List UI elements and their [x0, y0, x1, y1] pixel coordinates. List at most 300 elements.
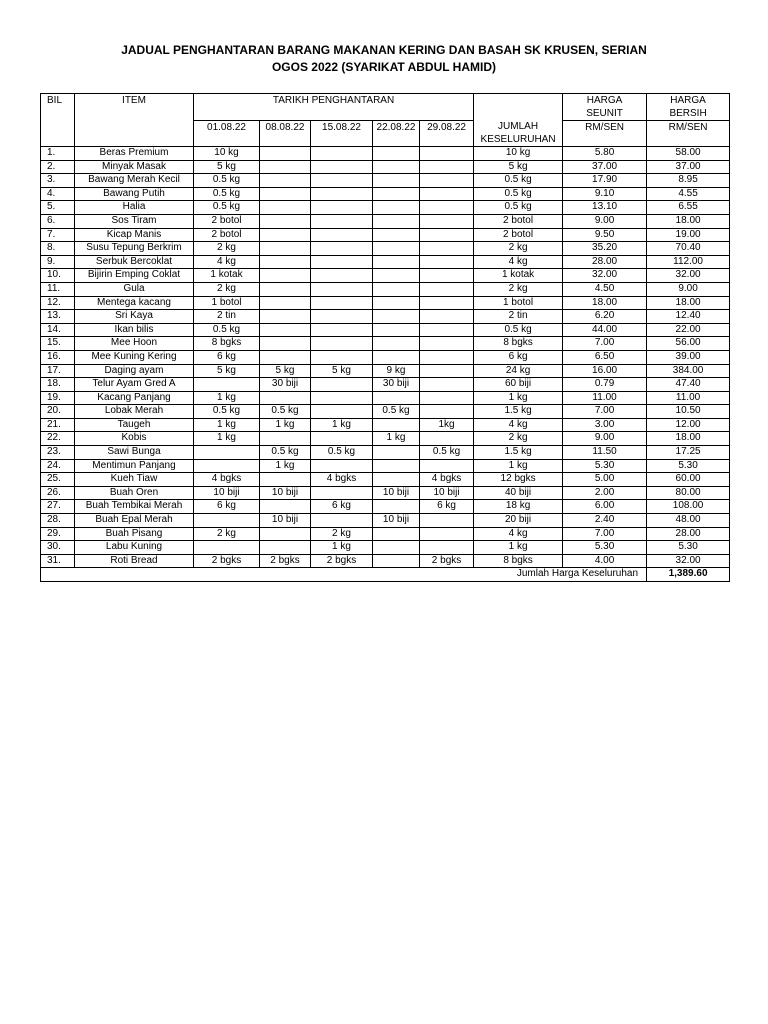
row-delivery-2 [260, 282, 311, 296]
header-harga-bersih [647, 94, 730, 121]
row-delivery-3: 5 kg [311, 364, 373, 378]
row-item: Bawang Merah Kecil [75, 174, 194, 188]
row-item: Buah Epal Merah [75, 514, 194, 528]
row-jumlah: 1 kg [474, 391, 563, 405]
table-row [41, 323, 730, 337]
row-jumlah: 1 kg [474, 541, 563, 555]
row-delivery-4 [373, 269, 420, 283]
row-jumlah: 0.5 kg [474, 187, 563, 201]
row-delivery-4: 9 kg [373, 364, 420, 378]
table-row [41, 500, 730, 514]
row-bil: 18. [41, 378, 75, 392]
header-date-1: 01.08.22 [194, 121, 260, 147]
table-row [41, 187, 730, 201]
row-jumlah: 0.5 kg [474, 174, 563, 188]
row-item: Kueh Tiaw [75, 473, 194, 487]
row-item: Labu Kuning [75, 541, 194, 555]
table-body [41, 94, 730, 582]
row-delivery-3 [311, 459, 373, 473]
row-bil: 23. [41, 446, 75, 460]
row-delivery-5 [420, 160, 474, 174]
table-row [41, 514, 730, 528]
row-delivery-3 [311, 242, 373, 256]
row-delivery-2 [260, 269, 311, 283]
row-harga-seunit: 6.20 [563, 310, 647, 324]
row-delivery-4 [373, 242, 420, 256]
row-delivery-5 [420, 527, 474, 541]
row-harga-bersih: 18.00 [647, 296, 730, 310]
header-seunit-unit: RM/SEN [563, 121, 647, 147]
row-delivery-5 [420, 282, 474, 296]
row-delivery-1 [194, 459, 260, 473]
row-delivery-4 [373, 296, 420, 310]
row-item: Gula [75, 282, 194, 296]
row-delivery-2 [260, 242, 311, 256]
row-harga-bersih: 112.00 [647, 255, 730, 269]
header-jumlah-line2: KESELURUHAN [480, 134, 556, 145]
row-item: Bawang Putih [75, 187, 194, 201]
row-harga-seunit: 6.00 [563, 500, 647, 514]
document-title [0, 42, 768, 76]
row-delivery-1: 1 kg [194, 432, 260, 446]
row-delivery-1: 5 kg [194, 160, 260, 174]
row-jumlah: 1.5 kg [474, 405, 563, 419]
row-jumlah: 12 bgks [474, 473, 563, 487]
row-bil: 5. [41, 201, 75, 215]
row-item: Mee Kuning Kering [75, 350, 194, 364]
row-jumlah: 1.5 kg [474, 446, 563, 460]
row-delivery-2 [260, 174, 311, 188]
total-value: 1,389.60 [647, 568, 730, 582]
delivery-schedule-table [40, 93, 730, 582]
row-delivery-5 [420, 228, 474, 242]
row-delivery-3: 2 bgks [311, 554, 373, 568]
row-bil: 2. [41, 160, 75, 174]
row-delivery-1 [194, 541, 260, 555]
row-bil: 20. [41, 405, 75, 419]
row-delivery-1: 2 tin [194, 310, 260, 324]
row-delivery-4 [373, 310, 420, 324]
row-jumlah: 4 kg [474, 418, 563, 432]
row-delivery-4 [373, 323, 420, 337]
row-harga-bersih: 47.40 [647, 378, 730, 392]
row-bil: 22. [41, 432, 75, 446]
header-date-5: 29.08.22 [420, 121, 474, 147]
row-delivery-2 [260, 214, 311, 228]
row-delivery-5 [420, 364, 474, 378]
row-delivery-3 [311, 350, 373, 364]
row-delivery-1: 0.5 kg [194, 405, 260, 419]
row-jumlah: 2 kg [474, 282, 563, 296]
row-bil: 9. [41, 255, 75, 269]
row-delivery-1: 2 kg [194, 527, 260, 541]
header-jumlah [474, 94, 563, 147]
row-delivery-3 [311, 201, 373, 215]
row-delivery-5 [420, 432, 474, 446]
row-bil: 1. [41, 147, 75, 161]
table-row [41, 554, 730, 568]
table-row [41, 337, 730, 351]
row-bil: 25. [41, 473, 75, 487]
row-delivery-1: 4 kg [194, 255, 260, 269]
row-jumlah: 0.5 kg [474, 201, 563, 215]
row-harga-bersih: 17.25 [647, 446, 730, 460]
row-delivery-3 [311, 310, 373, 324]
row-item: Ikan bilis [75, 323, 194, 337]
row-bil: 28. [41, 514, 75, 528]
row-harga-seunit: 4.50 [563, 282, 647, 296]
row-delivery-2: 0.5 kg [260, 405, 311, 419]
row-delivery-3 [311, 432, 373, 446]
row-harga-bersih: 19.00 [647, 228, 730, 242]
row-delivery-4: 10 biji [373, 486, 420, 500]
row-delivery-2: 10 biji [260, 514, 311, 528]
row-delivery-5 [420, 514, 474, 528]
row-delivery-5 [420, 255, 474, 269]
row-item: Buah Tembikai Merah [75, 500, 194, 514]
row-delivery-4: 10 biji [373, 514, 420, 528]
header-date-4: 22.08.22 [373, 121, 420, 147]
row-jumlah: 1 kotak [474, 269, 563, 283]
row-delivery-4: 1 kg [373, 432, 420, 446]
row-bil: 27. [41, 500, 75, 514]
row-delivery-4 [373, 554, 420, 568]
row-delivery-4 [373, 282, 420, 296]
row-item: Kicap Manis [75, 228, 194, 242]
row-delivery-4 [373, 160, 420, 174]
row-delivery-3: 4 bgks [311, 473, 373, 487]
row-bil: 19. [41, 391, 75, 405]
row-harga-seunit: 7.00 [563, 337, 647, 351]
row-bil: 12. [41, 296, 75, 310]
table-row [41, 282, 730, 296]
row-delivery-1: 2 kg [194, 282, 260, 296]
table-row [41, 147, 730, 161]
row-harga-seunit: 4.00 [563, 554, 647, 568]
table-row [41, 255, 730, 269]
row-delivery-2 [260, 310, 311, 324]
row-harga-seunit: 7.00 [563, 405, 647, 419]
row-delivery-1: 2 botol [194, 214, 260, 228]
row-jumlah: 40 biji [474, 486, 563, 500]
row-harga-seunit: 7.00 [563, 527, 647, 541]
row-harga-bersih: 9.00 [647, 282, 730, 296]
row-delivery-5 [420, 269, 474, 283]
row-harga-seunit: 9.00 [563, 214, 647, 228]
row-delivery-2 [260, 432, 311, 446]
row-delivery-2 [260, 323, 311, 337]
row-harga-seunit: 2.00 [563, 486, 647, 500]
row-delivery-1: 10 biji [194, 486, 260, 500]
row-delivery-2 [260, 500, 311, 514]
row-delivery-3 [311, 514, 373, 528]
row-harga-bersih: 32.00 [647, 554, 730, 568]
row-delivery-3 [311, 337, 373, 351]
row-jumlah: 60 biji [474, 378, 563, 392]
row-harga-bersih: 8.95 [647, 174, 730, 188]
row-delivery-4 [373, 418, 420, 432]
row-harga-seunit: 44.00 [563, 323, 647, 337]
row-item: Minyak Masak [75, 160, 194, 174]
row-harga-seunit: 32.00 [563, 269, 647, 283]
row-delivery-2 [260, 350, 311, 364]
header-harga-seunit [563, 94, 647, 121]
row-delivery-1: 8 bgks [194, 337, 260, 351]
row-delivery-2 [260, 527, 311, 541]
row-delivery-2 [260, 255, 311, 269]
row-harga-seunit: 5.00 [563, 473, 647, 487]
row-bil: 7. [41, 228, 75, 242]
row-delivery-3 [311, 378, 373, 392]
row-bil: 11. [41, 282, 75, 296]
row-delivery-5 [420, 201, 474, 215]
header-bersih-unit: RM/SEN [647, 121, 730, 147]
title-line-2: OGOS 2022 (SYARIKAT ABDUL HAMID) [271, 60, 497, 74]
row-delivery-3: 2 kg [311, 527, 373, 541]
row-item: Lobak Merah [75, 405, 194, 419]
row-item: Taugeh [75, 418, 194, 432]
row-harga-seunit: 9.10 [563, 187, 647, 201]
row-delivery-2 [260, 337, 311, 351]
row-delivery-3 [311, 160, 373, 174]
header-harga-seunit-line1: HARGA [586, 95, 623, 106]
row-delivery-1: 4 bgks [194, 473, 260, 487]
row-delivery-2: 1 kg [260, 418, 311, 432]
row-delivery-4 [373, 174, 420, 188]
row-delivery-5: 6 kg [420, 500, 474, 514]
row-delivery-1: 1 kg [194, 418, 260, 432]
row-delivery-3: 0.5 kg [311, 446, 373, 460]
row-delivery-1 [194, 514, 260, 528]
table-row [41, 418, 730, 432]
row-delivery-1 [194, 378, 260, 392]
row-harga-seunit: 2.40 [563, 514, 647, 528]
row-delivery-5 [420, 174, 474, 188]
row-delivery-5 [420, 350, 474, 364]
row-harga-bersih: 12.40 [647, 310, 730, 324]
row-delivery-2 [260, 541, 311, 555]
row-jumlah: 6 kg [474, 350, 563, 364]
row-harga-bersih: 70.40 [647, 242, 730, 256]
table-row [41, 541, 730, 555]
header-harga-bersih-line2: BERSIH [669, 108, 707, 119]
row-harga-bersih: 5.30 [647, 459, 730, 473]
row-jumlah: 4 kg [474, 527, 563, 541]
row-delivery-5 [420, 391, 474, 405]
row-harga-seunit: 5.30 [563, 459, 647, 473]
row-delivery-5 [420, 214, 474, 228]
row-delivery-4 [373, 446, 420, 460]
row-jumlah: 0.5 kg [474, 323, 563, 337]
row-delivery-5 [420, 187, 474, 201]
row-harga-seunit: 3.00 [563, 418, 647, 432]
row-item: Buah Pisang [75, 527, 194, 541]
row-item: Buah Oren [75, 486, 194, 500]
row-harga-bersih: 39.00 [647, 350, 730, 364]
row-delivery-2: 30 biji [260, 378, 311, 392]
row-delivery-3 [311, 323, 373, 337]
row-harga-bersih: 6.55 [647, 201, 730, 215]
row-jumlah: 1 kg [474, 459, 563, 473]
row-harga-bersih: 4.55 [647, 187, 730, 201]
row-delivery-4 [373, 201, 420, 215]
row-delivery-3 [311, 214, 373, 228]
row-bil: 14. [41, 323, 75, 337]
table-row [41, 378, 730, 392]
row-bil: 16. [41, 350, 75, 364]
header-harga-bersih-line1: HARGA [670, 95, 706, 106]
table-row [41, 310, 730, 324]
row-jumlah: 2 tin [474, 310, 563, 324]
row-delivery-1: 6 kg [194, 500, 260, 514]
row-delivery-3 [311, 405, 373, 419]
row-bil: 4. [41, 187, 75, 201]
row-delivery-5 [420, 459, 474, 473]
row-harga-seunit: 5.30 [563, 541, 647, 555]
row-harga-bersih: 18.00 [647, 432, 730, 446]
row-bil: 26. [41, 486, 75, 500]
row-jumlah: 5 kg [474, 160, 563, 174]
row-delivery-1: 1 botol [194, 296, 260, 310]
row-delivery-5 [420, 378, 474, 392]
row-item: Sawi Bunga [75, 446, 194, 460]
row-delivery-2 [260, 201, 311, 215]
row-delivery-3 [311, 269, 373, 283]
row-item: Sri Kaya [75, 310, 194, 324]
row-delivery-2 [260, 160, 311, 174]
row-bil: 21. [41, 418, 75, 432]
row-item: Mentega kacang [75, 296, 194, 310]
row-harga-bersih: 108.00 [647, 500, 730, 514]
row-harga-seunit: 0.79 [563, 378, 647, 392]
row-bil: 6. [41, 214, 75, 228]
header-date-2: 08.08.22 [260, 121, 311, 147]
row-bil: 8. [41, 242, 75, 256]
row-delivery-1: 6 kg [194, 350, 260, 364]
row-delivery-2: 1 kg [260, 459, 311, 473]
row-harga-bersih: 48.00 [647, 514, 730, 528]
row-delivery-5 [420, 337, 474, 351]
row-delivery-1: 0.5 kg [194, 201, 260, 215]
table-row [41, 459, 730, 473]
row-delivery-2 [260, 391, 311, 405]
row-item: Mentimun Panjang [75, 459, 194, 473]
row-jumlah: 8 bgks [474, 337, 563, 351]
row-delivery-4 [373, 473, 420, 487]
row-jumlah: 2 kg [474, 242, 563, 256]
row-delivery-3 [311, 187, 373, 201]
row-delivery-1: 0.5 kg [194, 187, 260, 201]
row-harga-bersih: 58.00 [647, 147, 730, 161]
row-delivery-2 [260, 147, 311, 161]
row-harga-seunit: 9.50 [563, 228, 647, 242]
header-tarikh: TARIKH PENGHANTARAN [194, 94, 474, 121]
row-item: Roti Bread [75, 554, 194, 568]
row-jumlah: 2 botol [474, 228, 563, 242]
header-jumlah-line1: JUMLAH [498, 121, 539, 132]
row-delivery-5 [420, 147, 474, 161]
row-delivery-4 [373, 459, 420, 473]
row-bil: 3. [41, 174, 75, 188]
row-delivery-2: 10 biji [260, 486, 311, 500]
row-delivery-5 [420, 242, 474, 256]
row-harga-bersih: 12.00 [647, 418, 730, 432]
row-harga-seunit: 9.00 [563, 432, 647, 446]
row-item: Kobis [75, 432, 194, 446]
row-harga-seunit: 11.50 [563, 446, 647, 460]
row-delivery-1: 2 bgks [194, 554, 260, 568]
table-row [41, 391, 730, 405]
row-delivery-3 [311, 174, 373, 188]
row-delivery-4 [373, 228, 420, 242]
table-row [41, 432, 730, 446]
row-jumlah: 8 bgks [474, 554, 563, 568]
table-row [41, 446, 730, 460]
row-harga-bersih: 5.30 [647, 541, 730, 555]
row-delivery-1: 2 botol [194, 228, 260, 242]
row-delivery-1: 10 kg [194, 147, 260, 161]
row-harga-seunit: 37.00 [563, 160, 647, 174]
total-row [41, 568, 730, 582]
row-harga-seunit: 28.00 [563, 255, 647, 269]
row-delivery-5: 1kg [420, 418, 474, 432]
row-jumlah: 2 kg [474, 432, 563, 446]
row-bil: 13. [41, 310, 75, 324]
table-row [41, 228, 730, 242]
row-item: Serbuk Bercoklat [75, 255, 194, 269]
row-item: Daging ayam [75, 364, 194, 378]
row-jumlah: 2 botol [474, 214, 563, 228]
row-jumlah: 1 botol [474, 296, 563, 310]
row-delivery-2 [260, 296, 311, 310]
row-item: Telur Ayam Gred A [75, 378, 194, 392]
row-delivery-4: 0.5 kg [373, 405, 420, 419]
row-harga-seunit: 16.00 [563, 364, 647, 378]
header-bil: BIL [41, 94, 75, 147]
row-harga-bersih: 80.00 [647, 486, 730, 500]
table-row [41, 527, 730, 541]
row-delivery-1 [194, 446, 260, 460]
row-delivery-1: 1 kg [194, 391, 260, 405]
row-harga-bersih: 10.50 [647, 405, 730, 419]
row-harga-seunit: 17.90 [563, 174, 647, 188]
row-delivery-1: 0.5 kg [194, 323, 260, 337]
row-delivery-4 [373, 214, 420, 228]
row-delivery-4 [373, 255, 420, 269]
row-delivery-5 [420, 310, 474, 324]
row-delivery-4 [373, 187, 420, 201]
row-harga-seunit: 35.20 [563, 242, 647, 256]
row-delivery-3 [311, 255, 373, 269]
row-harga-bersih: 28.00 [647, 527, 730, 541]
row-delivery-4: 30 biji [373, 378, 420, 392]
row-delivery-4 [373, 500, 420, 514]
row-bil: 30. [41, 541, 75, 555]
row-bil: 17. [41, 364, 75, 378]
row-bil: 31. [41, 554, 75, 568]
table-row [41, 405, 730, 419]
title-line-1: JADUAL PENGHANTARAN BARANG MAKANAN KERING DAN BASAH SK KRUSEN, SERIAN [121, 43, 647, 57]
row-delivery-2: 2 bgks [260, 554, 311, 568]
row-delivery-3: 6 kg [311, 500, 373, 514]
row-harga-bersih: 32.00 [647, 269, 730, 283]
row-item: Susu Tepung Berkrim [75, 242, 194, 256]
row-item: Beras Premium [75, 147, 194, 161]
row-jumlah: 18 kg [474, 500, 563, 514]
row-delivery-3: 1 kg [311, 418, 373, 432]
row-bil: 29. [41, 527, 75, 541]
row-delivery-2 [260, 228, 311, 242]
